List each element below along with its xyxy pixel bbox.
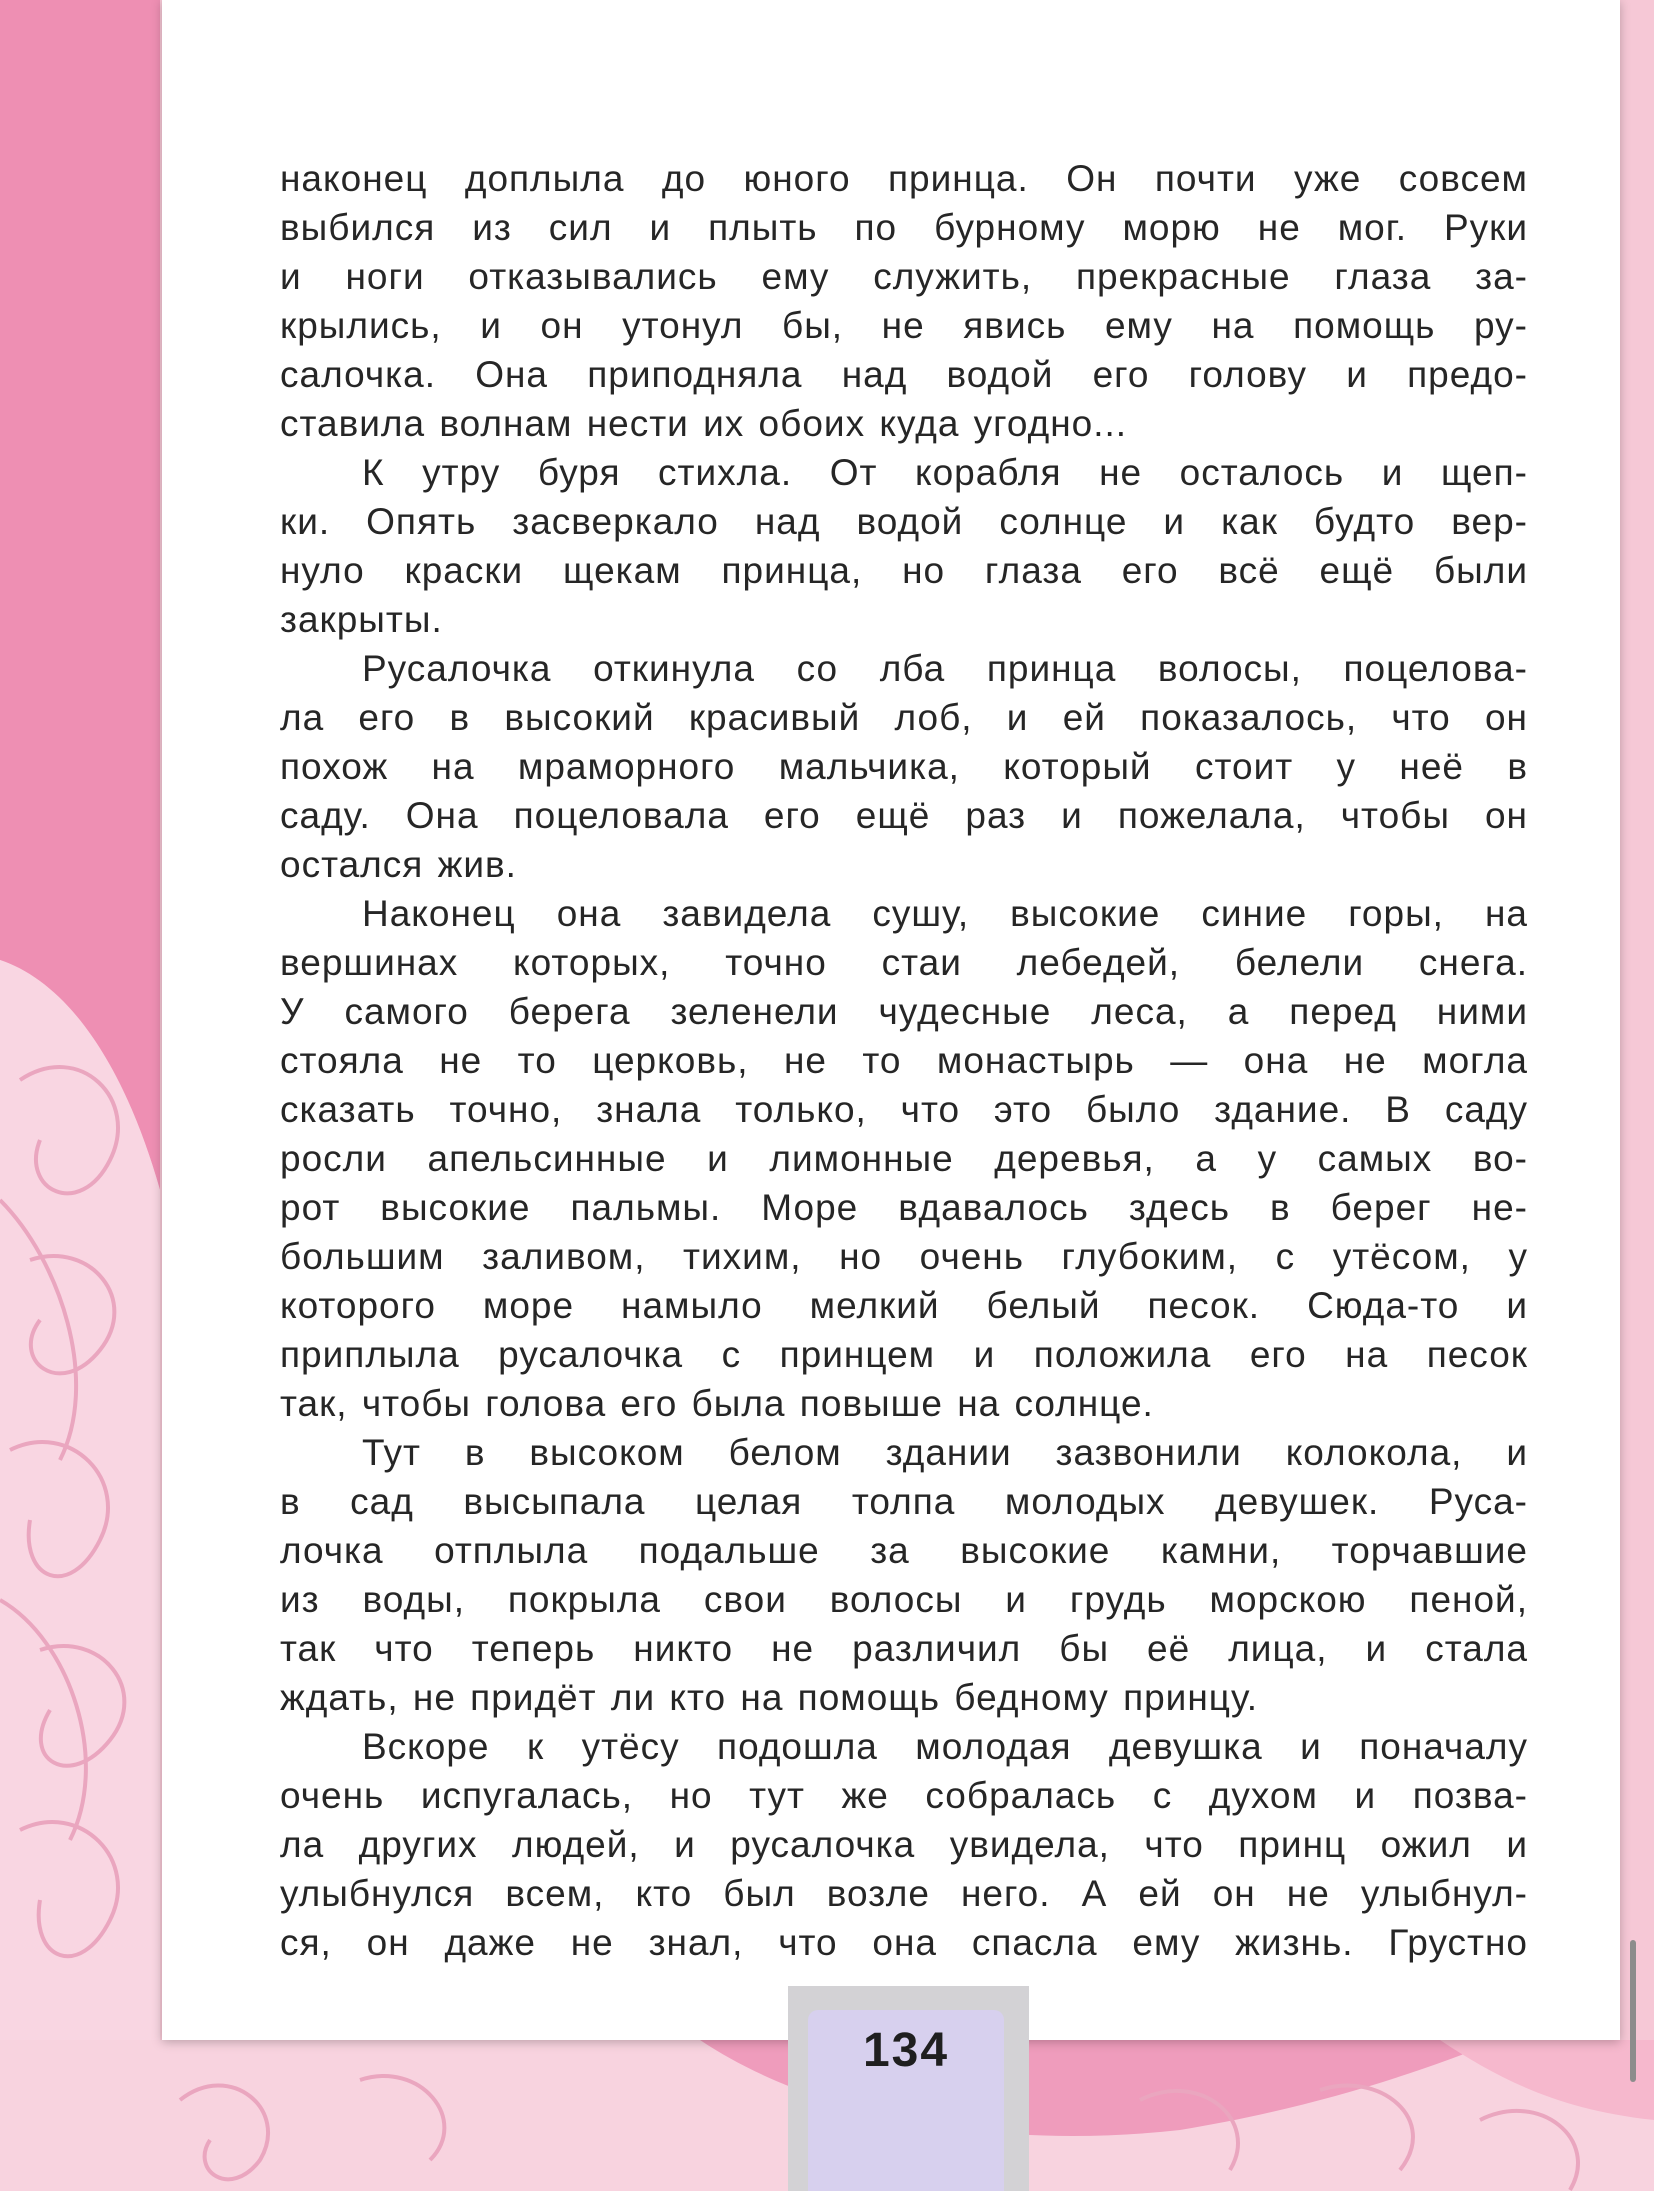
- text-line: и ноги отказывались ему служить, прекрасные глаза за-: [280, 256, 1528, 297]
- text-line: остался жив.: [280, 844, 517, 885]
- text-line: выбился из сил и плыть по бурному морю не мог. Руки: [280, 207, 1528, 248]
- text-line: крылись, и он утонул бы, не явись ему на помощь ру-: [280, 305, 1528, 346]
- text-line: саду. Она поцеловала его ещё раз и пожелала, чтобы он: [280, 795, 1528, 836]
- text-line: улыбнулся всем, кто был возле него. А ей он не улыбнул-: [280, 1873, 1528, 1914]
- text-line: У самого берега зеленели чудесные леса, а перед ними: [280, 991, 1528, 1032]
- text-line: так, чтобы голова его была повыше на солнце.: [280, 1383, 1154, 1424]
- text-line: ки. Опять засверкало над водой солнце и как будто вер-: [280, 501, 1528, 542]
- text-line: росли апельсинные и лимонные деревья, а у самых во-: [280, 1138, 1528, 1179]
- text-line: в сад высыпала целая толпа молодых девушек. Руса-: [280, 1481, 1528, 1522]
- text-line: Наконец она завидела сушу, высокие синие горы, на: [362, 893, 1528, 934]
- book-page: [162, 0, 1620, 2040]
- paragraph: [280, 1722, 1528, 1967]
- text-line: рот высокие пальмы. Море вдавалось здесь в берег не-: [280, 1187, 1528, 1228]
- text-line: стояла не то церковь, не то монастырь — она не могла: [280, 1040, 1528, 1081]
- text-line: лочка отплыла подальше за высокие камни, торчавшие: [280, 1530, 1528, 1571]
- paragraph: [280, 889, 1528, 1428]
- text-line: салочка. Она приподняла над водой его голову и предо-: [280, 354, 1528, 395]
- text-line: Тут в высоком белом здании зазвонили колокола, и: [362, 1432, 1528, 1473]
- text-line: наконец доплыла до юного принца. Он почти уже совсем: [280, 158, 1528, 199]
- text-line: ла других людей, и русалочка увидела, что принц ожил и: [280, 1824, 1528, 1865]
- text-line: ла его в высокий красивый лоб, и ей показалось, что он: [280, 697, 1528, 738]
- text-line: из воды, покрыла свои волосы и грудь морскою пеной,: [280, 1579, 1528, 1620]
- text-line: К утру буря стихла. От корабля не осталось и щеп-: [362, 452, 1528, 493]
- text-line: Вскоре к утёсу подошла молодая девушка и поначалу: [362, 1726, 1528, 1767]
- paragraph: [280, 154, 1528, 448]
- text-line: похож на мраморного мальчика, который стоит у неё в: [280, 746, 1528, 787]
- page-number: 134: [808, 2010, 1004, 2191]
- text-line: ждать, не придёт ли кто на помощь бедному принцу.: [280, 1677, 1259, 1718]
- paragraph: [280, 644, 1528, 889]
- text-line: Русалочка откинула со лба принца волосы, поцелова-: [362, 648, 1528, 689]
- text-line: так что теперь никто не различил бы её лица, и стала: [280, 1628, 1528, 1669]
- text-line: вершинах которых, точно стаи лебедей, белели снега.: [280, 942, 1528, 983]
- text-line: ставила волнам нести их обоих куда угодно...: [280, 403, 1128, 444]
- text-line: большим заливом, тихим, но очень глубоким, с утёсом, у: [280, 1236, 1528, 1277]
- story-text: [280, 154, 1528, 1967]
- paragraph: [280, 448, 1528, 644]
- text-line: приплыла русалочка с принцем и положила его на песок: [280, 1334, 1528, 1375]
- paragraph: [280, 1428, 1528, 1722]
- text-line: ся, он даже не знал, что она спасла ему жизнь. Грустно: [280, 1922, 1528, 1963]
- text-line: закрыты.: [280, 599, 443, 640]
- scrollbar-thumb[interactable]: [1630, 1940, 1636, 2082]
- text-line: которого море намыло мелкий белый песок. Сюда-то и: [280, 1285, 1528, 1326]
- text-line: очень испугалась, но тут же собралась с духом и позва-: [280, 1775, 1528, 1816]
- text-line: сказать точно, знала только, что это было здание. В саду: [280, 1089, 1528, 1130]
- text-line: нуло краски щекам принца, но глаза его всё ещё были: [280, 550, 1528, 591]
